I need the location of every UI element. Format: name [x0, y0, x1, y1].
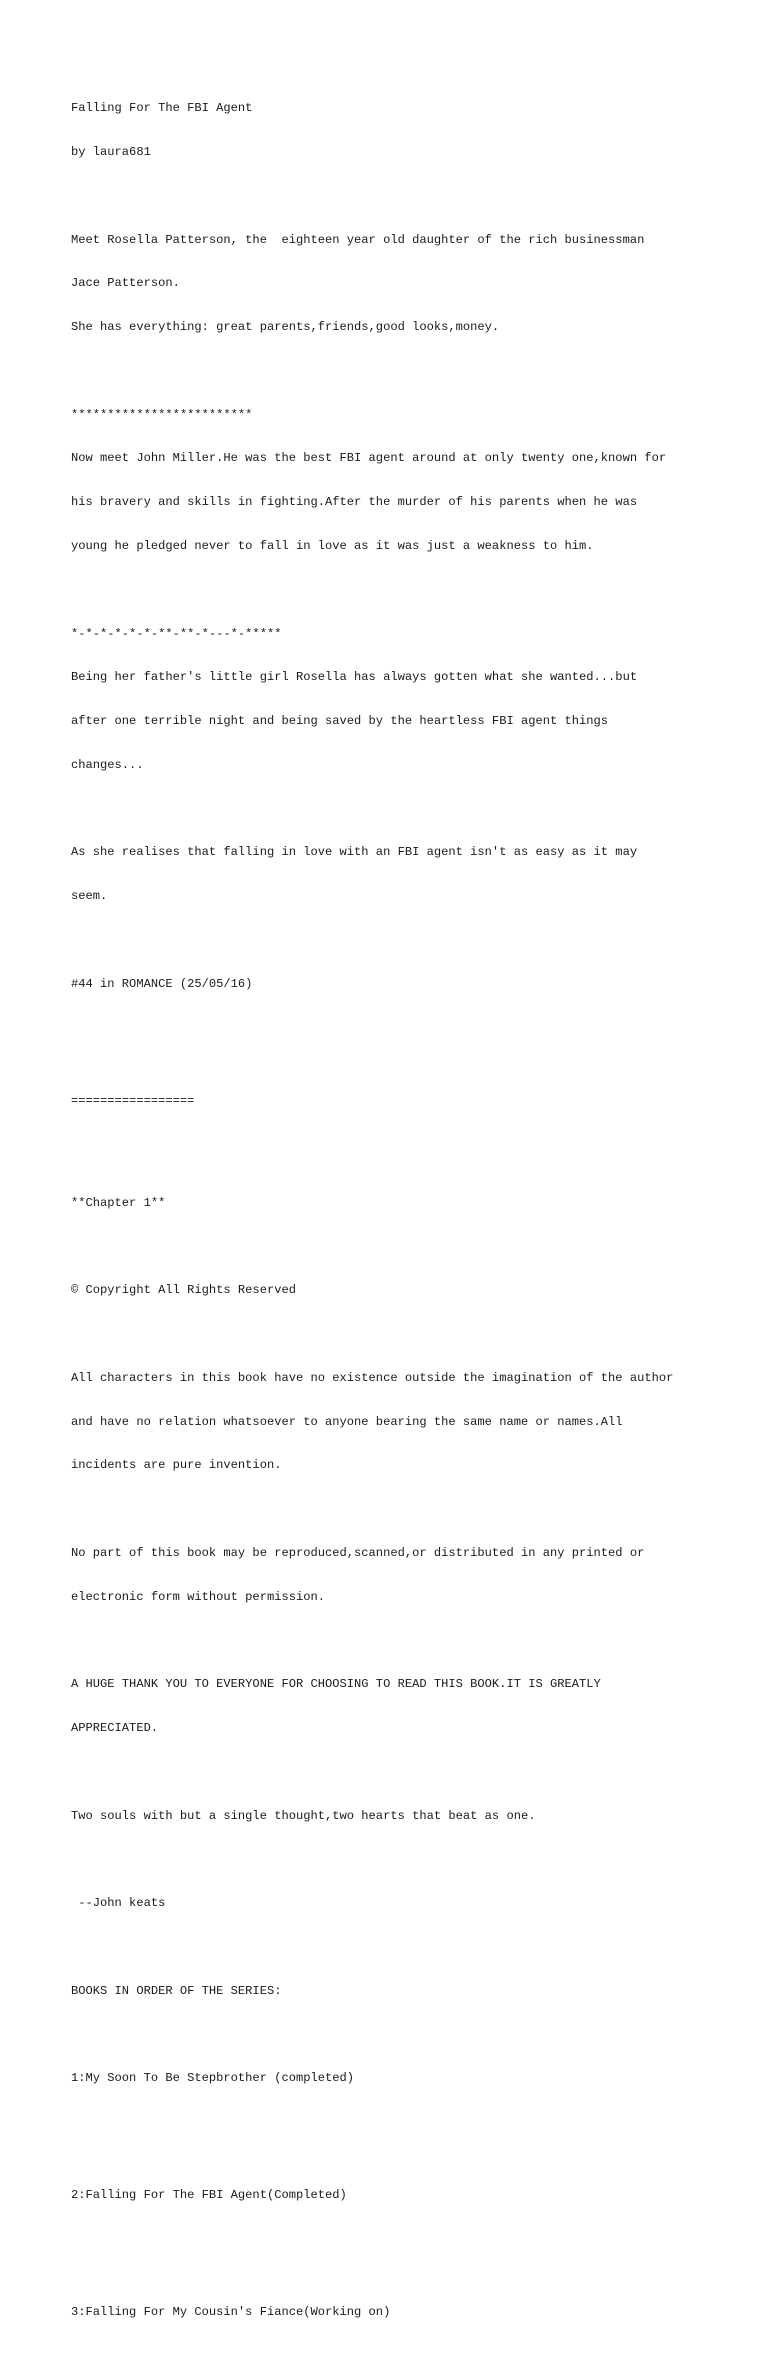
john-intro-line: young he pledged never to fall in love as it was just a weakness to him. [71, 539, 594, 553]
star-divider: ************************* [71, 407, 253, 422]
title-block [71, 72, 731, 189]
series-book-paragraph [71, 2159, 731, 2232]
john-intro-line: Now meet John Miller.He was the best FBI agent around at only twenty one,known for [71, 451, 667, 466]
quote-text: Two souls with but a single thought,two hearts that beat as one. [71, 1808, 536, 1823]
dash-divider: *-*-*-*-*-*-**-**-*---*-***** [71, 626, 282, 641]
quote-attribution: --John keats [71, 1896, 166, 1911]
series-heading: BOOKS IN ORDER OF THE SERIES: [71, 1983, 282, 1998]
book-author: by laura681 [71, 144, 151, 159]
rosella-story-line: after one terrible night and being saved by the heartless FBI agent things [71, 714, 609, 729]
disclaimer-line: and have no relation whatsoever to anyone bearing the same name or names.All [71, 1414, 623, 1429]
series-book-paragraph [71, 2276, 731, 2349]
closing-paragraph [71, 816, 731, 933]
document-page [71, 72, 731, 2363]
closing-line: As she realises that falling in love with an FBI agent isn't as easy as it may [71, 845, 638, 860]
series-book-paragraph [71, 2042, 731, 2115]
thanks-line: A HUGE THANK YOU TO EVERYONE FOR CHOOSING TO READ THIS BOOK.IT IS GREATLY [71, 1677, 601, 1692]
rosella-story-paragraph [71, 597, 731, 801]
copyright-notice: © Copyright All Rights Reserved [71, 1283, 296, 1298]
copyright-paragraph [71, 1254, 731, 1327]
reproduction-line: electronic form without permission. [71, 1589, 326, 1604]
series-book-item: 3:Falling For My Cousin's Fiance(Working on) [71, 2304, 391, 2319]
separator-line: ================= [71, 1093, 195, 1108]
chapter-heading-paragraph [71, 1167, 731, 1240]
quote-attribution-paragraph [71, 1867, 731, 1940]
thanks-paragraph [71, 1648, 731, 1765]
blurb-paragraph [71, 203, 731, 364]
rosella-story-line: changes... [71, 757, 144, 772]
ranking-paragraph [71, 948, 731, 1021]
rosella-story-line: Being her father's little girl Rosella has always gotten what she wanted...but [71, 670, 638, 685]
blurb-line: Jace Patterson. [71, 276, 180, 291]
reproduction-line: No part of this book may be reproduced,scanned,or distributed in any printed or [71, 1545, 645, 1560]
chapter-heading: **Chapter 1** [71, 1195, 166, 1210]
blurb-line: Meet Rosella Patterson, the eighteen year old daughter of the rich businessman [71, 232, 645, 247]
series-book-item: 1:My Soon To Be Stepbrother (completed) [71, 2071, 355, 2086]
thanks-line: APPRECIATED. [71, 1721, 159, 1736]
john-intro-line: his bravery and skills in fighting.After the murder of his parents when he was [71, 495, 638, 510]
blurb-line: She has everything: great parents,friends,good looks,money. [71, 320, 500, 335]
quote-paragraph [71, 1779, 731, 1852]
series-book-item: 2:Falling For The FBI Agent(Completed) [71, 2188, 347, 2203]
john-intro-paragraph [71, 378, 731, 582]
disclaimer-line: All characters in this book have no existence outside the imagination of the author [71, 1370, 674, 1385]
series-heading-paragraph [71, 1955, 731, 2028]
disclaimer-line: incidents are pure invention. [71, 1458, 282, 1473]
closing-line: seem. [71, 889, 108, 904]
ranking-text: #44 in ROMANCE (25/05/16) [71, 976, 253, 991]
separator-paragraph [71, 1064, 731, 1137]
reproduction-paragraph [71, 1517, 731, 1634]
book-title: Falling For The FBI Agent [71, 101, 253, 116]
disclaimer-paragraph [71, 1342, 731, 1503]
